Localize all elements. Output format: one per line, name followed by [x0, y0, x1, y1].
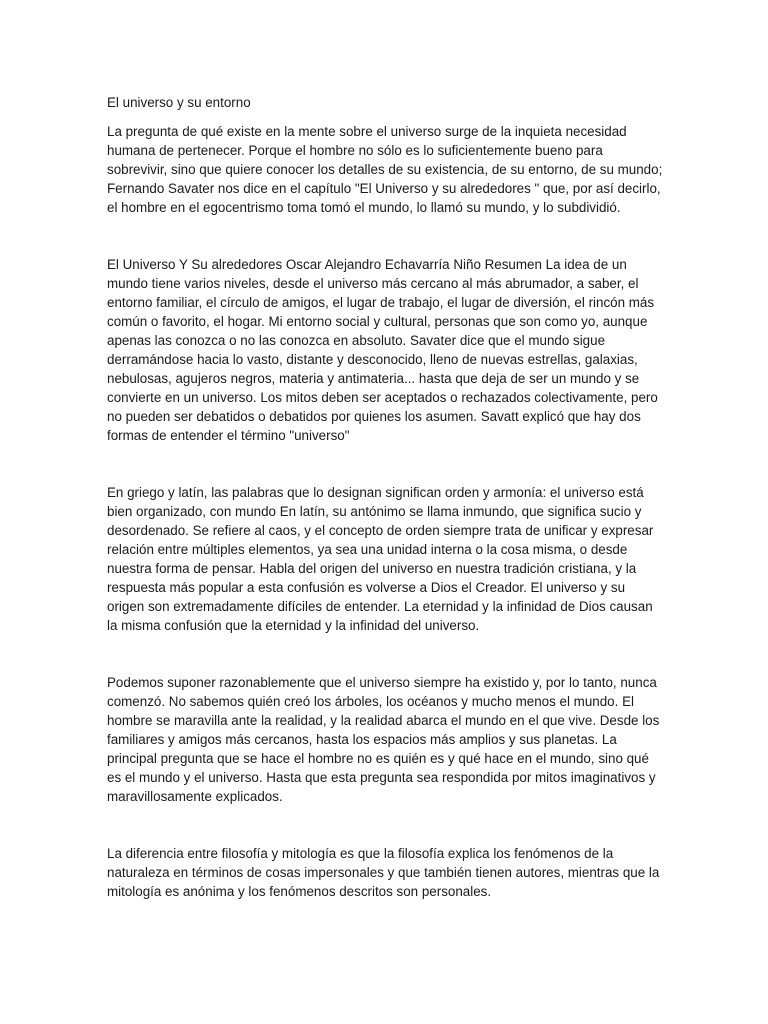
paragraph-5: La diferencia entre filosofía y mitología es que la filosofía explica los fenómenos de la naturaleza en términos de cosas impersonales y que también tienen autores, mientras que la mitología es anónima y los fenómenos descritos son personales.: [107, 846, 660, 899]
document-body: [107, 93, 663, 901]
paragraph-4: Podemos suponer razonablemente que el universo siempre ha existido y, por lo tanto, nunca comenzó. No sabemos quién creó los árboles, los océanos y mucho menos el mundo. El hombre se maravilla ante la realidad, y la realidad abarca el mundo en el que vive. Desde los familiares y amigos más cercanos, hasta los espacios más amplios y sus planetas. La principal pregunta que se hace el hombre no es quién es y qué hace en el mundo, sino qué es el mundo y el universo. Hasta que esta pregunta sea respondida por mitos imaginativos y maravillosamente explicados.: [107, 675, 660, 804]
paragraph-3: En griego y latín, las palabras que lo designan significan orden y armonía: el universo está bien organizado, con mundo En latín, su antónimo se llama inmundo, que significa sucio y desordenado. Se refiere al caos, y el concepto de orden siempre trata de unificar y expresar relación entre múltiples elementos, ya sea una unidad interna o la cosa misma, o desde nuestra forma de pensar. Habla del origen del universo en nuestra tradición cristiana, y la respuesta más popular a esta confusión es volverse a Dios el Creador. El universo y su origen son extremadamente difíciles de entender. La eternidad y la infinidad de Dios causan la misma confusión que la eternidad y la infinidad del universo.: [107, 485, 654, 633]
paragraph-2: El Universo Y Su alrededores Oscar Alejandro Echavarría Niño Resumen La idea de un mundo tiene varios niveles, desde el universo más cercano al más abrumador, a saber, el entorno familiar, el círculo de amigos, el lugar de trabajo, el lugar de diversión, el rincón más común o favorito, el hogar. Mi entorno social y cultural, personas que son como yo, aunque apenas las conozca o no las conozca en absoluto. Savater dice que el mundo sigue derramándose hacia lo vasto, distante y desconocido, lleno de nuevas estrellas, galaxias, nebulosas, agujeros negros, materia y antimateria... hasta que deja de ser un mundo y se convierte en un universo. Los mitos deben ser aceptados o rechazados colectivamente, pero no pueden ser debatidos o debatidos por quienes los asumen. Savatt explicó que hay dos formas de entender el término "universo": [107, 257, 658, 443]
document-title: El universo y su entorno: [107, 95, 251, 110]
paragraph-1: La pregunta de qué existe en la mente sobre el universo surge de la inquieta necesidad humana de pertenecer. Porque el hombre no sólo es lo suficientemente bueno para sobrevivir, sino que quiere conocer los detalles de su existencia, de su entorno, de su mundo; Fernando Savater nos dice en el capítulo "El Universo y su alrededores " que, por así decirlo, el hombre en el egocentrismo toma tomó el mundo, lo llamó su mundo, y lo subdividió.: [107, 124, 663, 215]
